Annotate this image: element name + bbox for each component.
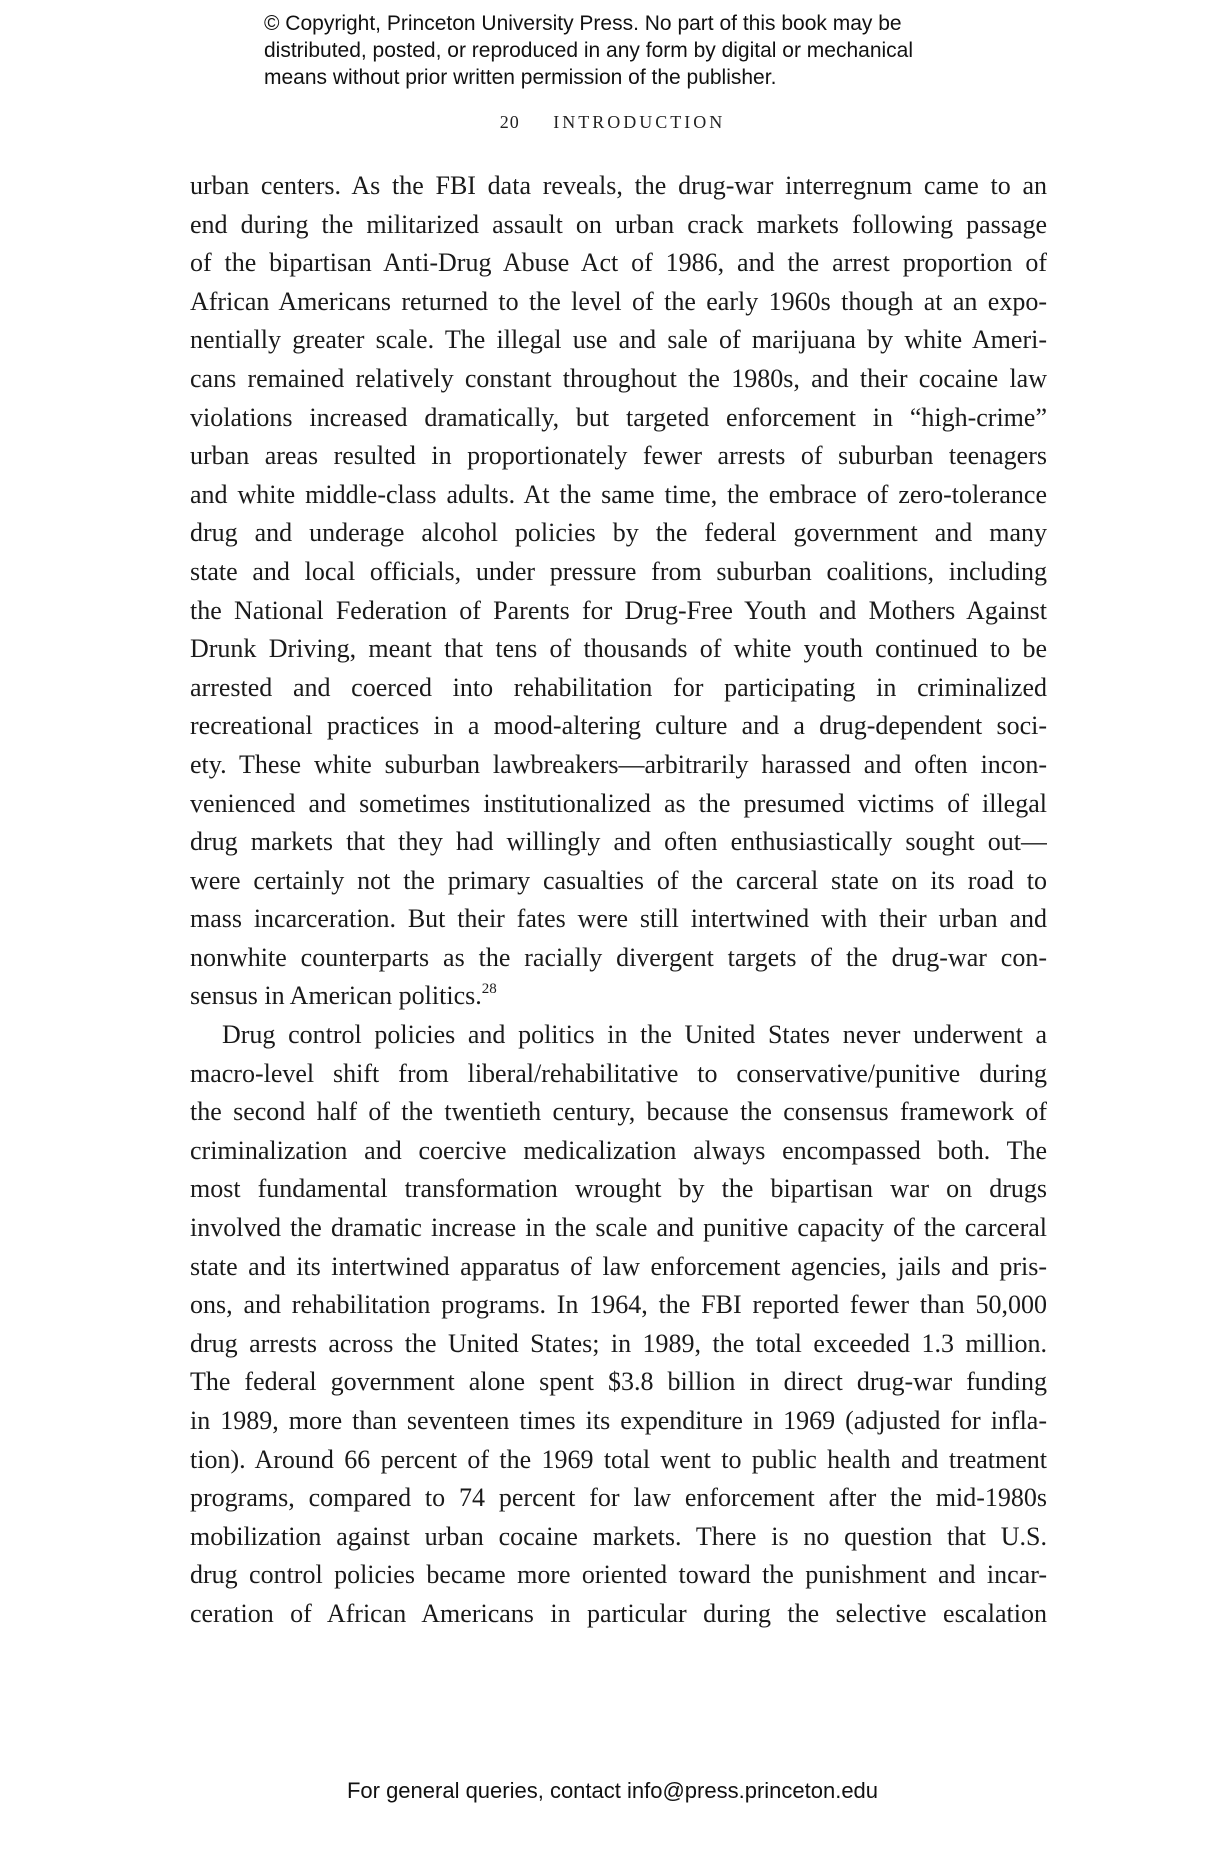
text-line: the second half of the twentieth century, because the consensus framework of [190,1097,1047,1127]
text-line: cans remained relatively constant throughout the 1980s, and their cocaine law [190,363,1047,393]
text-line: programs, compared to 74 percent for law enforcement after the mid-1980s [190,1483,1047,1513]
copyright-line: means without prior written permission of the publisher. [264,66,777,89]
text-line: drug and underage alcohol policies by the federal government and many [190,518,1047,548]
text-line: tion). Around 66 percent of the 1969 total went to public health and treatment [190,1444,1047,1474]
text-line: arrested and coerced into rehabilitation for participating in criminalized [190,672,1047,702]
text-line: drug arrests across the United States; in 1989, the total exceeded 1.3 million. [190,1328,1047,1358]
text-line: Drunk Driving, meant that tens of thousands of white youth continued to be [190,634,1047,664]
text-line: macro-level shift from liberal/rehabilitative to conservative/punitive during [190,1058,1047,1088]
text-line: ceration of African Americans in particular during the selective escalation [190,1598,1047,1628]
text-line: African Americans returned to the level of the early 1960s though at an expo- [190,286,1047,316]
text-line: involved the dramatic increase in the scale and punitive capacity of the carceral [190,1213,1047,1243]
text-line-content: sensus in American politics. [190,981,482,1011]
text-line: end during the militarized assault on urban crack markets following passage [190,209,1047,239]
text-line: Drug control policies and politics in the United States never underwent a [222,1020,1047,1050]
body-text [190,167,1047,1634]
footnote-reference[interactable]: 28 [481,981,497,998]
text-line: mass incarceration. But their fates were still intertwined with their urban and [190,904,1047,934]
text-line [190,977,1047,1016]
paragraph-2 [190,1016,1047,1634]
text-line: venienced and sometimes institutionalized as the presumed victims of illegal [190,788,1047,818]
text-line: violations increased dramatically, but targeted enforcement in “high-crime” [190,402,1047,432]
text-line: ety. These white suburban lawbreakers—arbitrarily harassed and often incon- [190,749,1047,779]
text-line: criminalization and coercive medicalization always encompassed both. The [190,1135,1047,1165]
text-line: drug markets that they had willingly and often enthusiastically sought out— [190,827,1047,857]
text-line: urban areas resulted in proportionately fewer arrests of suburban teenagers [190,441,1047,471]
text-line: drug control policies became more oriented toward the punishment and incar- [190,1560,1047,1590]
copyright-line: © Copyright, Princeton University Press. No part of this book may be [264,12,902,35]
text-line: state and its intertwined apparatus of law enforcement agencies, jails and pris- [190,1251,1047,1281]
text-line: and white middle-class adults. At the same time, the embrace of zero-tolerance [190,479,1047,509]
text-line: recreational practices in a mood-altering culture and a drug-dependent soci- [190,711,1047,741]
footer-text: For general queries, contact info@press.princeton.edu [346,1778,879,1803]
text-line: in 1989, more than seventeen times its expenditure in 1969 (adjusted for infla- [190,1406,1047,1435]
copyright-notice [264,10,984,91]
text-line: nonwhite counterparts as the racially divergent targets of the drug-war con- [190,942,1047,972]
text-line: state and local officials, under pressure from suburban coalitions, including [190,556,1047,586]
text-line: mobilization against urban cocaine markets. There is no question that U.S. [190,1521,1047,1551]
text-line: most fundamental transformation wrought by the bipartisan war on drugs [190,1174,1047,1204]
footer-contact [0,1778,1225,1804]
text-line: nentially greater scale. The illegal use and sale of marijuana by white Ameri- [190,325,1047,355]
section-title: INTRODUCTION [553,112,726,132]
text-line: urban centers. As the FBI data reveals, the drug-war interregnum came to an [190,171,1047,200]
running-head [0,112,1225,133]
text-line: were certainly not the primary casualties of the carceral state on its road to [190,865,1047,895]
page-number: 20 [499,112,520,132]
text-line: The federal government alone spent $3.8 billion in direct drug-war funding [190,1367,1047,1397]
text-line: of the bipartisan Anti-Drug Abuse Act of 1986, and the arrest proportion of [190,248,1047,278]
text-line: ons, and rehabilitation programs. In 1964, the FBI reported fewer than 50,000 [190,1290,1047,1320]
text-line: the National Federation of Parents for Drug-Free Youth and Mothers Against [190,595,1047,625]
copyright-line: distributed, posted, or reproduced in any form by digital or mechanical [264,39,914,62]
paragraph-1 [190,167,1047,1016]
